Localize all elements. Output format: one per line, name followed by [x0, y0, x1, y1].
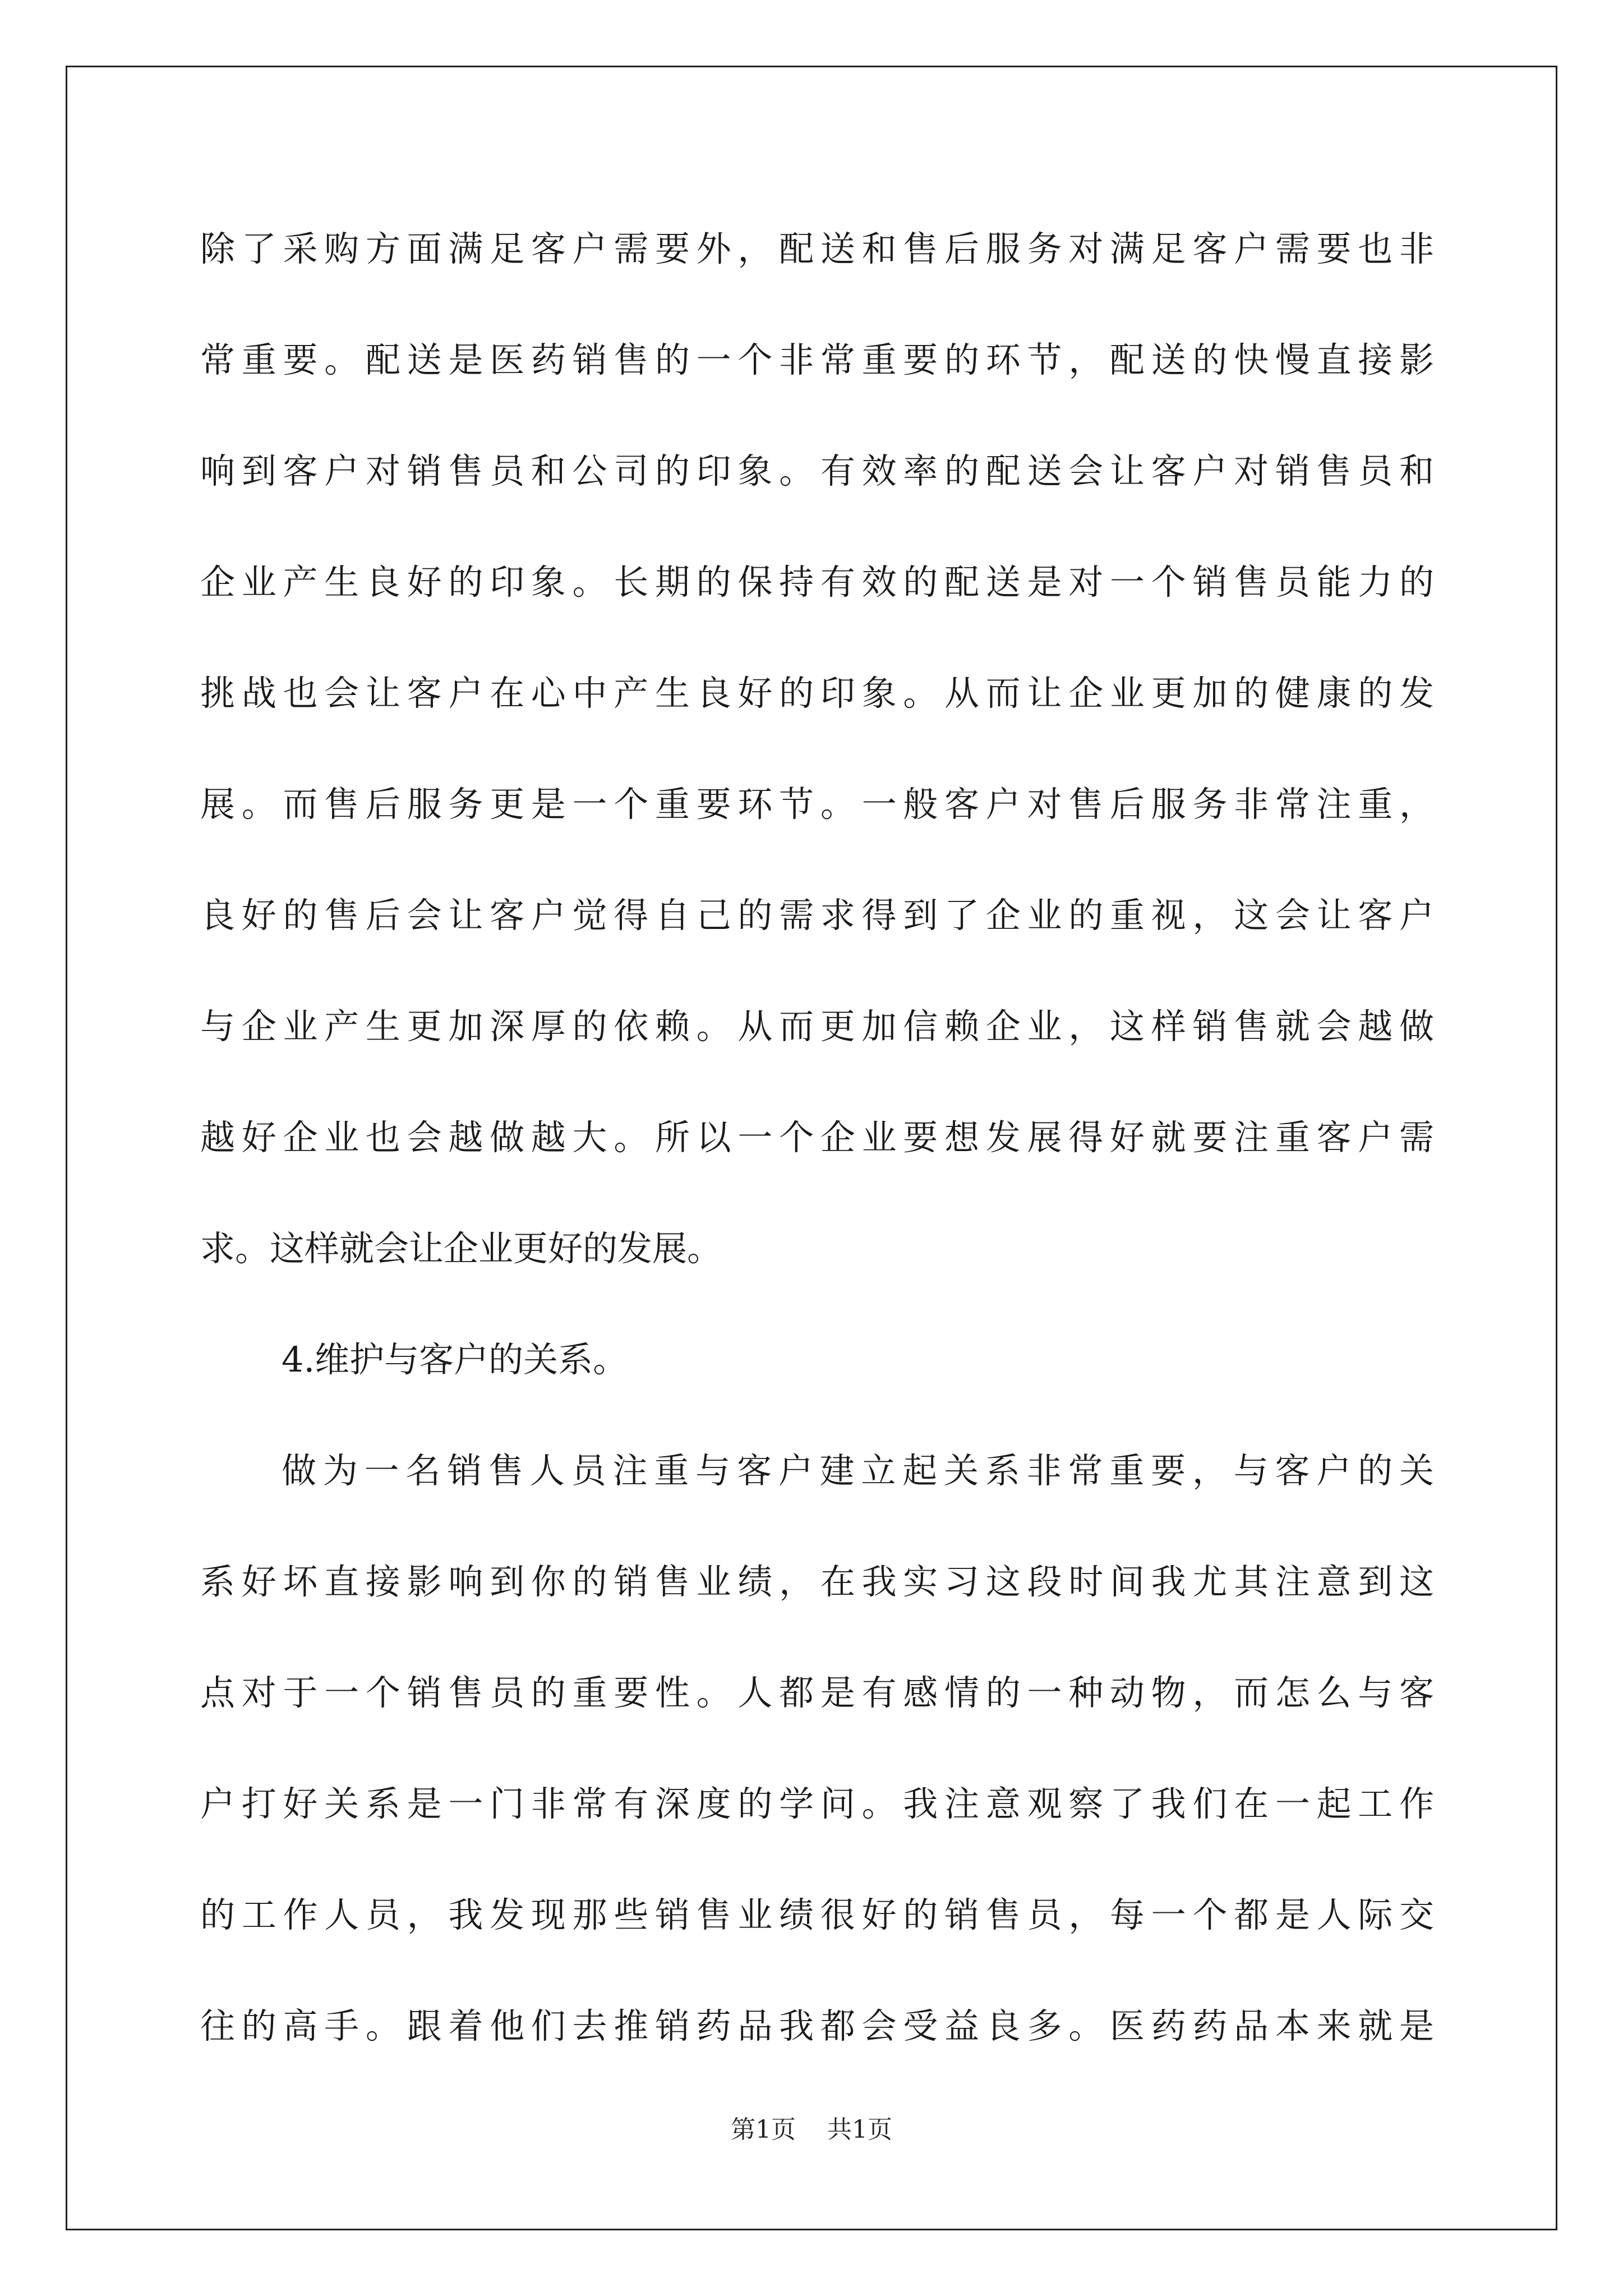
- text-line: 往的高手。跟着他们去推销药品我都会受益良多。医药药品本来就是: [200, 2005, 1434, 2046]
- document-body: [200, 194, 1434, 2082]
- text-line: 除了采购方面满足客户需要外，配送和售后服务对满足客户需要也非: [200, 228, 1434, 269]
- text-line: 企业产生良好的印象。长期的保持有效的配送是对一个销售员能力的: [200, 562, 1434, 602]
- text-line: 点对于一个销售员的重要性。人都是有感情的一种动物，而怎么与客: [200, 1672, 1434, 1713]
- text-line: 良好的售后会让客户觉得自己的需求得到了企业的重视，这会让客户: [200, 895, 1434, 936]
- text-line: 响到客户对销售员和公司的印象。有效率的配送会让客户对销售员和: [200, 450, 1434, 491]
- text-line: 户打好关系是一门非常有深度的学问。我注意观察了我们在一起工作: [200, 1783, 1434, 1824]
- paragraph-1: [200, 194, 1434, 1304]
- paragraph-2: [200, 1415, 1434, 2082]
- text-line: 挑战也会让客户在心中产生良好的印象。从而让企业更加的健康的发: [200, 673, 1434, 714]
- text-line: 与企业产生更加深厚的依赖。从而更加信赖企业，这样销售就会越做: [200, 1006, 1434, 1047]
- text-line: 常重要。配送是医药销售的一个非常重要的环节，配送的快慢直接影: [200, 339, 1434, 380]
- text-line: 展。而售后服务更是一个重要环节。一般客户对售后服务非常注重，: [200, 784, 1434, 825]
- text-line: 做为一名销售人员注重与客户建立起关系非常重要，与客户的关: [282, 1450, 1434, 1491]
- page-number-total: 共1页: [827, 2115, 892, 2144]
- section-heading: 4.维护与客户的关系。: [282, 1339, 628, 1380]
- page-number-current: 第1页: [731, 2115, 796, 2144]
- text-line: 系好坏直接影响到你的销售业绩，在我实习这段时间我尤其注意到这: [200, 1561, 1434, 1602]
- text-line: 的工作人员，我发现那些销售业绩很好的销售员，每一个都是人际交: [200, 1894, 1434, 1935]
- text-line: 求。这样就会让企业更好的发展。: [200, 1228, 722, 1269]
- text-line: 越好企业也会越做越大。所以一个企业要想发展得好就要注重客户需: [200, 1117, 1434, 1158]
- page-footer: [0, 2113, 1623, 2147]
